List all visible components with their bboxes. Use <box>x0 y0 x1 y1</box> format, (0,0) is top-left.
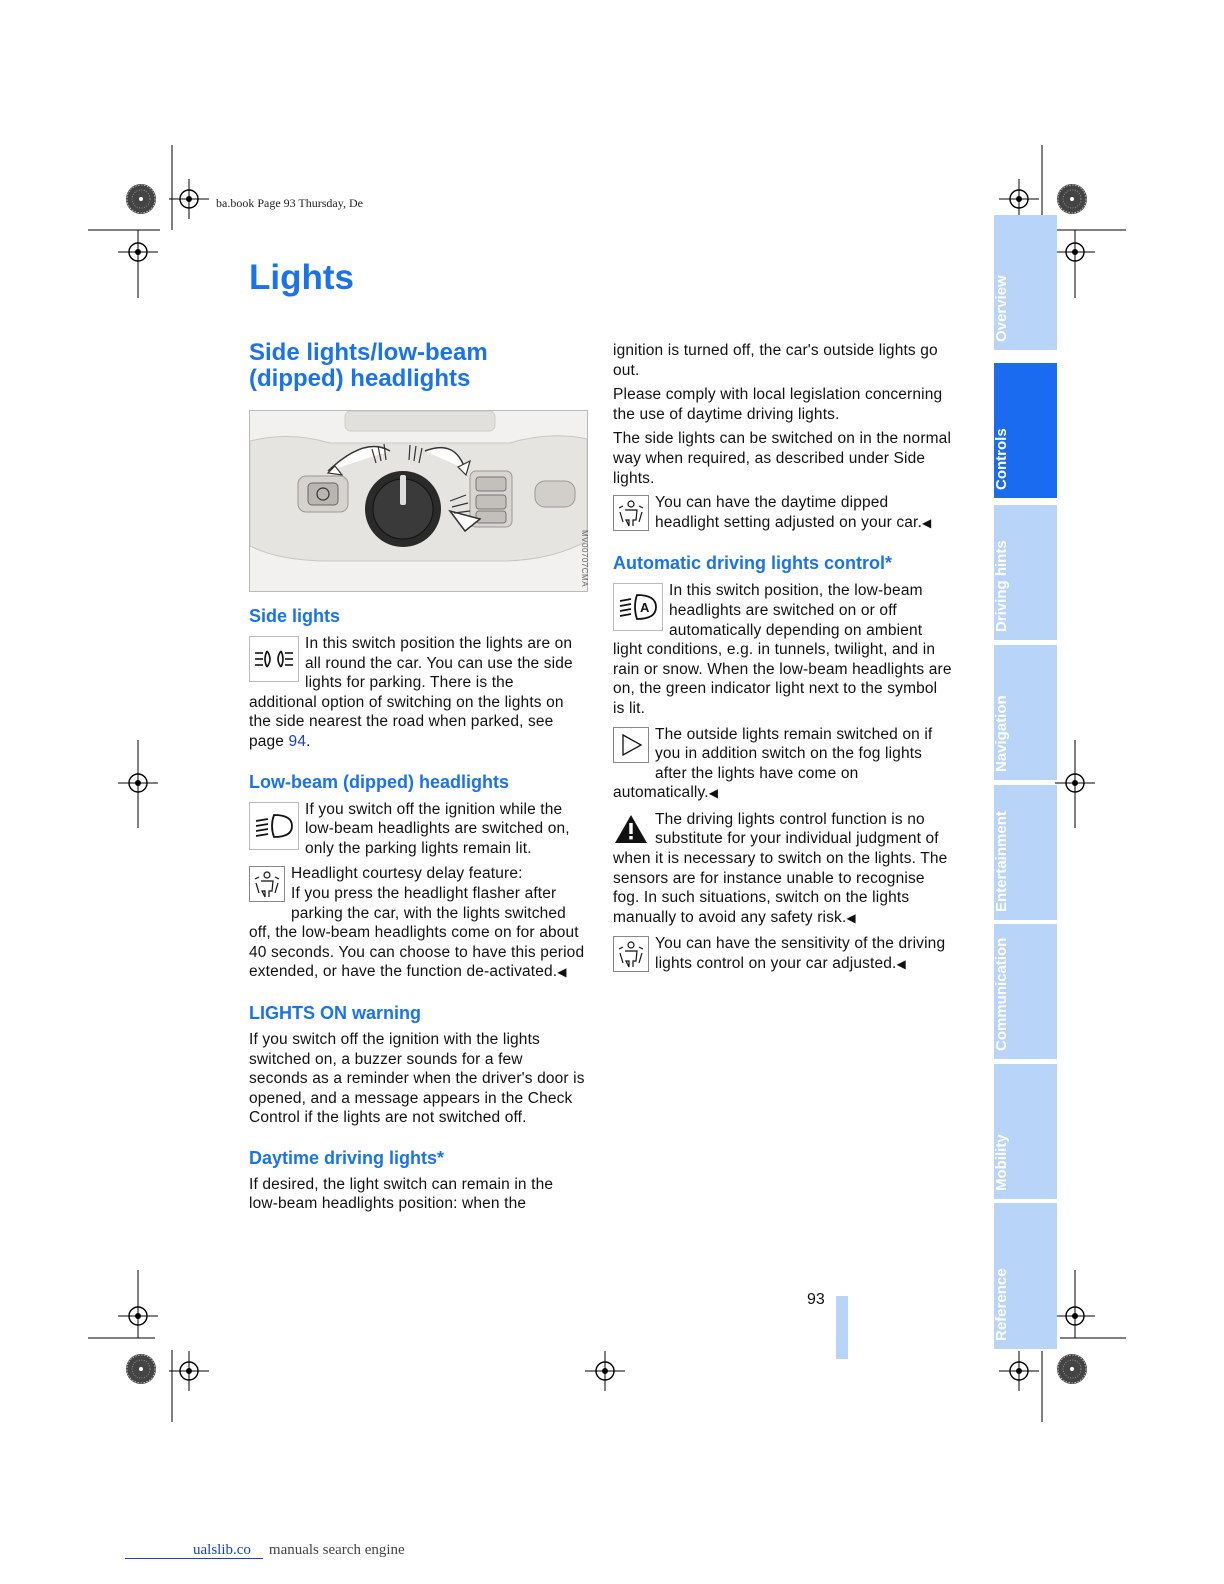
footer-site-link[interactable]: ualslib.co <box>125 1542 263 1559</box>
daytime-text-left: If desired, the light switch can remain in the low-beam headlights position: when the <box>249 1175 554 1213</box>
daytime-service-note: You can have the daytime dipped headlight setting adjusted on your car.◀ <box>655 494 932 531</box>
automatic-text: In this switch position, the low-beam headlights are switched on or off automatically depending on ambient light conditions, e.g. in tunnels, twilight, and in rain or snow. When the low-beam headlights are on, the green indicator light next to the symbol is lit. <box>613 582 952 717</box>
print-header: ba.book Page 93 Thursday, De <box>216 196 363 210</box>
side-lights-icon <box>249 636 299 682</box>
tab-mobility[interactable]: Mobility <box>994 1064 1057 1201</box>
tab-controls[interactable]: Controls <box>994 363 1057 500</box>
page-number-bar <box>836 1296 848 1359</box>
tab-reference[interactable]: Reference <box>994 1203 1057 1351</box>
footer-tagline: manuals search engine <box>268 1542 405 1558</box>
note-arrow-icon <box>613 727 649 763</box>
page-94-link[interactable]: 94 <box>288 732 307 750</box>
lights-on-warning-text: If you switch off the ignition with the lights switched on, a buzzer sounds for a few seconds as a reminder when the driver's door is opened, and a message appears in the Check Control if the lights are not switched off. <box>249 1030 585 1127</box>
section-title: Side lights/low-beam (dipped) headlights <box>249 339 488 392</box>
courtesy-text: Headlight courtesy delay feature: If you press the headlight flasher after parking the car, with the lights switched off, the low-beam headlights come on for about 40 seconds. You can choose to have this period extended, or have the function de-activated.◀ <box>249 865 585 981</box>
tab-communication[interactable]: Communication <box>994 924 1057 1061</box>
warning-text: The driving lights control function is no substitute for your individual judgment of when it is necessary to switch on the lights. The sensors are for instance unable to recognise fog. In such situations, switch on the lights manually to avoid any safety risk.◀ <box>613 810 948 926</box>
auto-headlight-icon <box>613 583 663 631</box>
fog-note: The outside lights remain switched on if you in addition switch on the fog lights after the lights have come on automatically.◀ <box>613 725 933 802</box>
page-title: Lights <box>249 258 354 297</box>
light-switch-figure <box>249 410 588 592</box>
service-person-icon-1 <box>249 866 285 902</box>
side-lights-note: The side lights can be switched on in the normal way when required, as described under Side lights. <box>613 430 952 487</box>
low-beam-heading: Low-beam (dipped) headlights <box>249 771 509 792</box>
daytime-text-right: ignition is turned off, the car's outside lights go out. <box>613 342 938 379</box>
service-person-icon-3 <box>613 936 649 972</box>
automatic-heading: Automatic driving lights control* <box>613 553 893 574</box>
low-beam-text: If you switch off the ignition while the low-beam headlights are switched on, only the parking lights remain lit. <box>305 800 570 857</box>
lights-on-warning-heading: LIGHTS ON warning <box>249 1002 422 1023</box>
service-person-icon-2 <box>613 495 649 531</box>
sensitivity-note: You can have the sensitivity of the driving lights control on your car adjusted.◀ <box>655 935 946 973</box>
left-column <box>249 606 585 1214</box>
side-lights-text: In this switch position the lights are on all round the car. You can use the side lights for parking. There is the additional option of switching on the lights on the side nearest the road when parked, see page 94. <box>249 635 573 750</box>
daytime-heading: Daytime driving lights* <box>249 1147 445 1168</box>
warning-triangle-icon <box>613 812 649 846</box>
figure-code: MV00707CMA <box>580 530 589 588</box>
side-lights-heading: Side lights <box>249 606 341 626</box>
footer <box>125 1542 405 1559</box>
tab-overview[interactable]: Overview <box>994 215 1057 352</box>
page-number: 93 <box>807 1291 825 1308</box>
svg-text:A: A <box>640 600 650 616</box>
chapter-tabs <box>994 215 1057 1351</box>
low-beam-icon <box>249 802 299 850</box>
legislation-text: Please comply with local legislation concerning the use of daytime driving lights. <box>613 386 943 423</box>
right-column <box>613 341 953 975</box>
tab-entertainment[interactable]: Entertainment <box>994 785 1057 922</box>
tab-navigation[interactable]: Navigation <box>994 645 1057 782</box>
tab-driving-hints[interactable]: Driving hints <box>994 505 1057 642</box>
